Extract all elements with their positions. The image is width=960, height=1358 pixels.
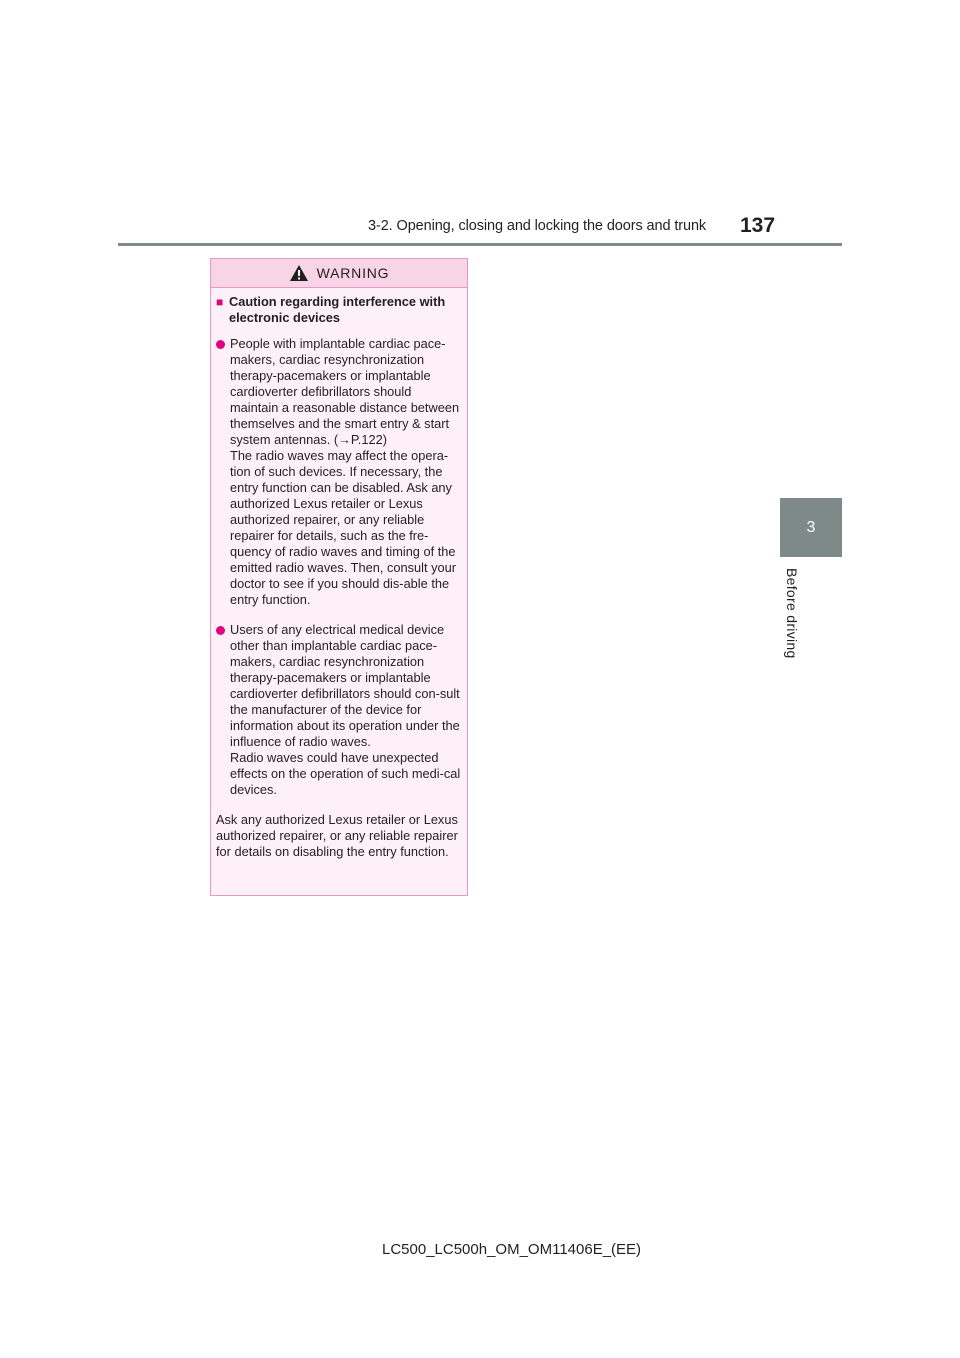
page-number: 137 bbox=[740, 214, 776, 237]
warning-bullet-item bbox=[216, 336, 461, 608]
warning-box bbox=[210, 258, 468, 896]
square-bullet-icon: ■ bbox=[216, 295, 224, 309]
circle-bullet-icon bbox=[216, 626, 225, 635]
circle-bullet-icon bbox=[216, 340, 225, 349]
warning-triangle-icon bbox=[289, 264, 309, 282]
warning-section-heading bbox=[216, 294, 461, 326]
warning-bullet-item bbox=[216, 622, 461, 798]
section-header-title: 3-2. Opening, closing and locking the doors and trunk bbox=[368, 218, 707, 234]
bullet-detail-text: The radio waves may affect the opera-tion of such devices. If necessary, the entry function can be disabled. Ask any authorized Lexus retailer or Lexus authorized repairer, or any reliable repairer for details, such as the fre-quency of radio waves and timing of the emitted radio waves. Then, consult your doctor to see if you should dis-able the entry function. bbox=[230, 448, 456, 607]
header-divider bbox=[118, 243, 842, 246]
bullet-detail-text: Radio waves could have unexpected effects on the operation of such medi-cal devices. bbox=[230, 750, 461, 797]
warning-section-title: Caution regarding interference with electronic devices bbox=[229, 294, 446, 325]
document-code: LC500_LC500h_OM_OM11406E_(EE) bbox=[382, 1241, 642, 1258]
chapter-label: Before driving bbox=[784, 568, 800, 659]
chapter-tab bbox=[780, 498, 842, 557]
warning-body bbox=[211, 288, 467, 860]
warning-header bbox=[211, 259, 467, 288]
warning-closing-text: Ask any authorized Lexus retailer or Lexus authorized repairer, or any reliable repairer for details on disabling the entry function. bbox=[216, 812, 458, 859]
chapter-number: 3 bbox=[806, 518, 816, 536]
bullet-main-text: People with implantable cardiac pace-makers, cardiac resynchronization therapy-pacemakers or implantable cardioverter defibrillators should maintain a reasonable distance between themselves and the smart entry & start system antennas. (→P.122) bbox=[230, 336, 460, 447]
bullet-main-text: Users of any electrical medical device other than implantable cardiac pace-makers, cardiac resynchronization therapy-pacemakers or implantable cardioverter defibrillators should con-sult the manufacturer of the device for information about its operation under the influence of radio waves. bbox=[230, 622, 460, 749]
warning-title: WARNING bbox=[316, 265, 390, 281]
